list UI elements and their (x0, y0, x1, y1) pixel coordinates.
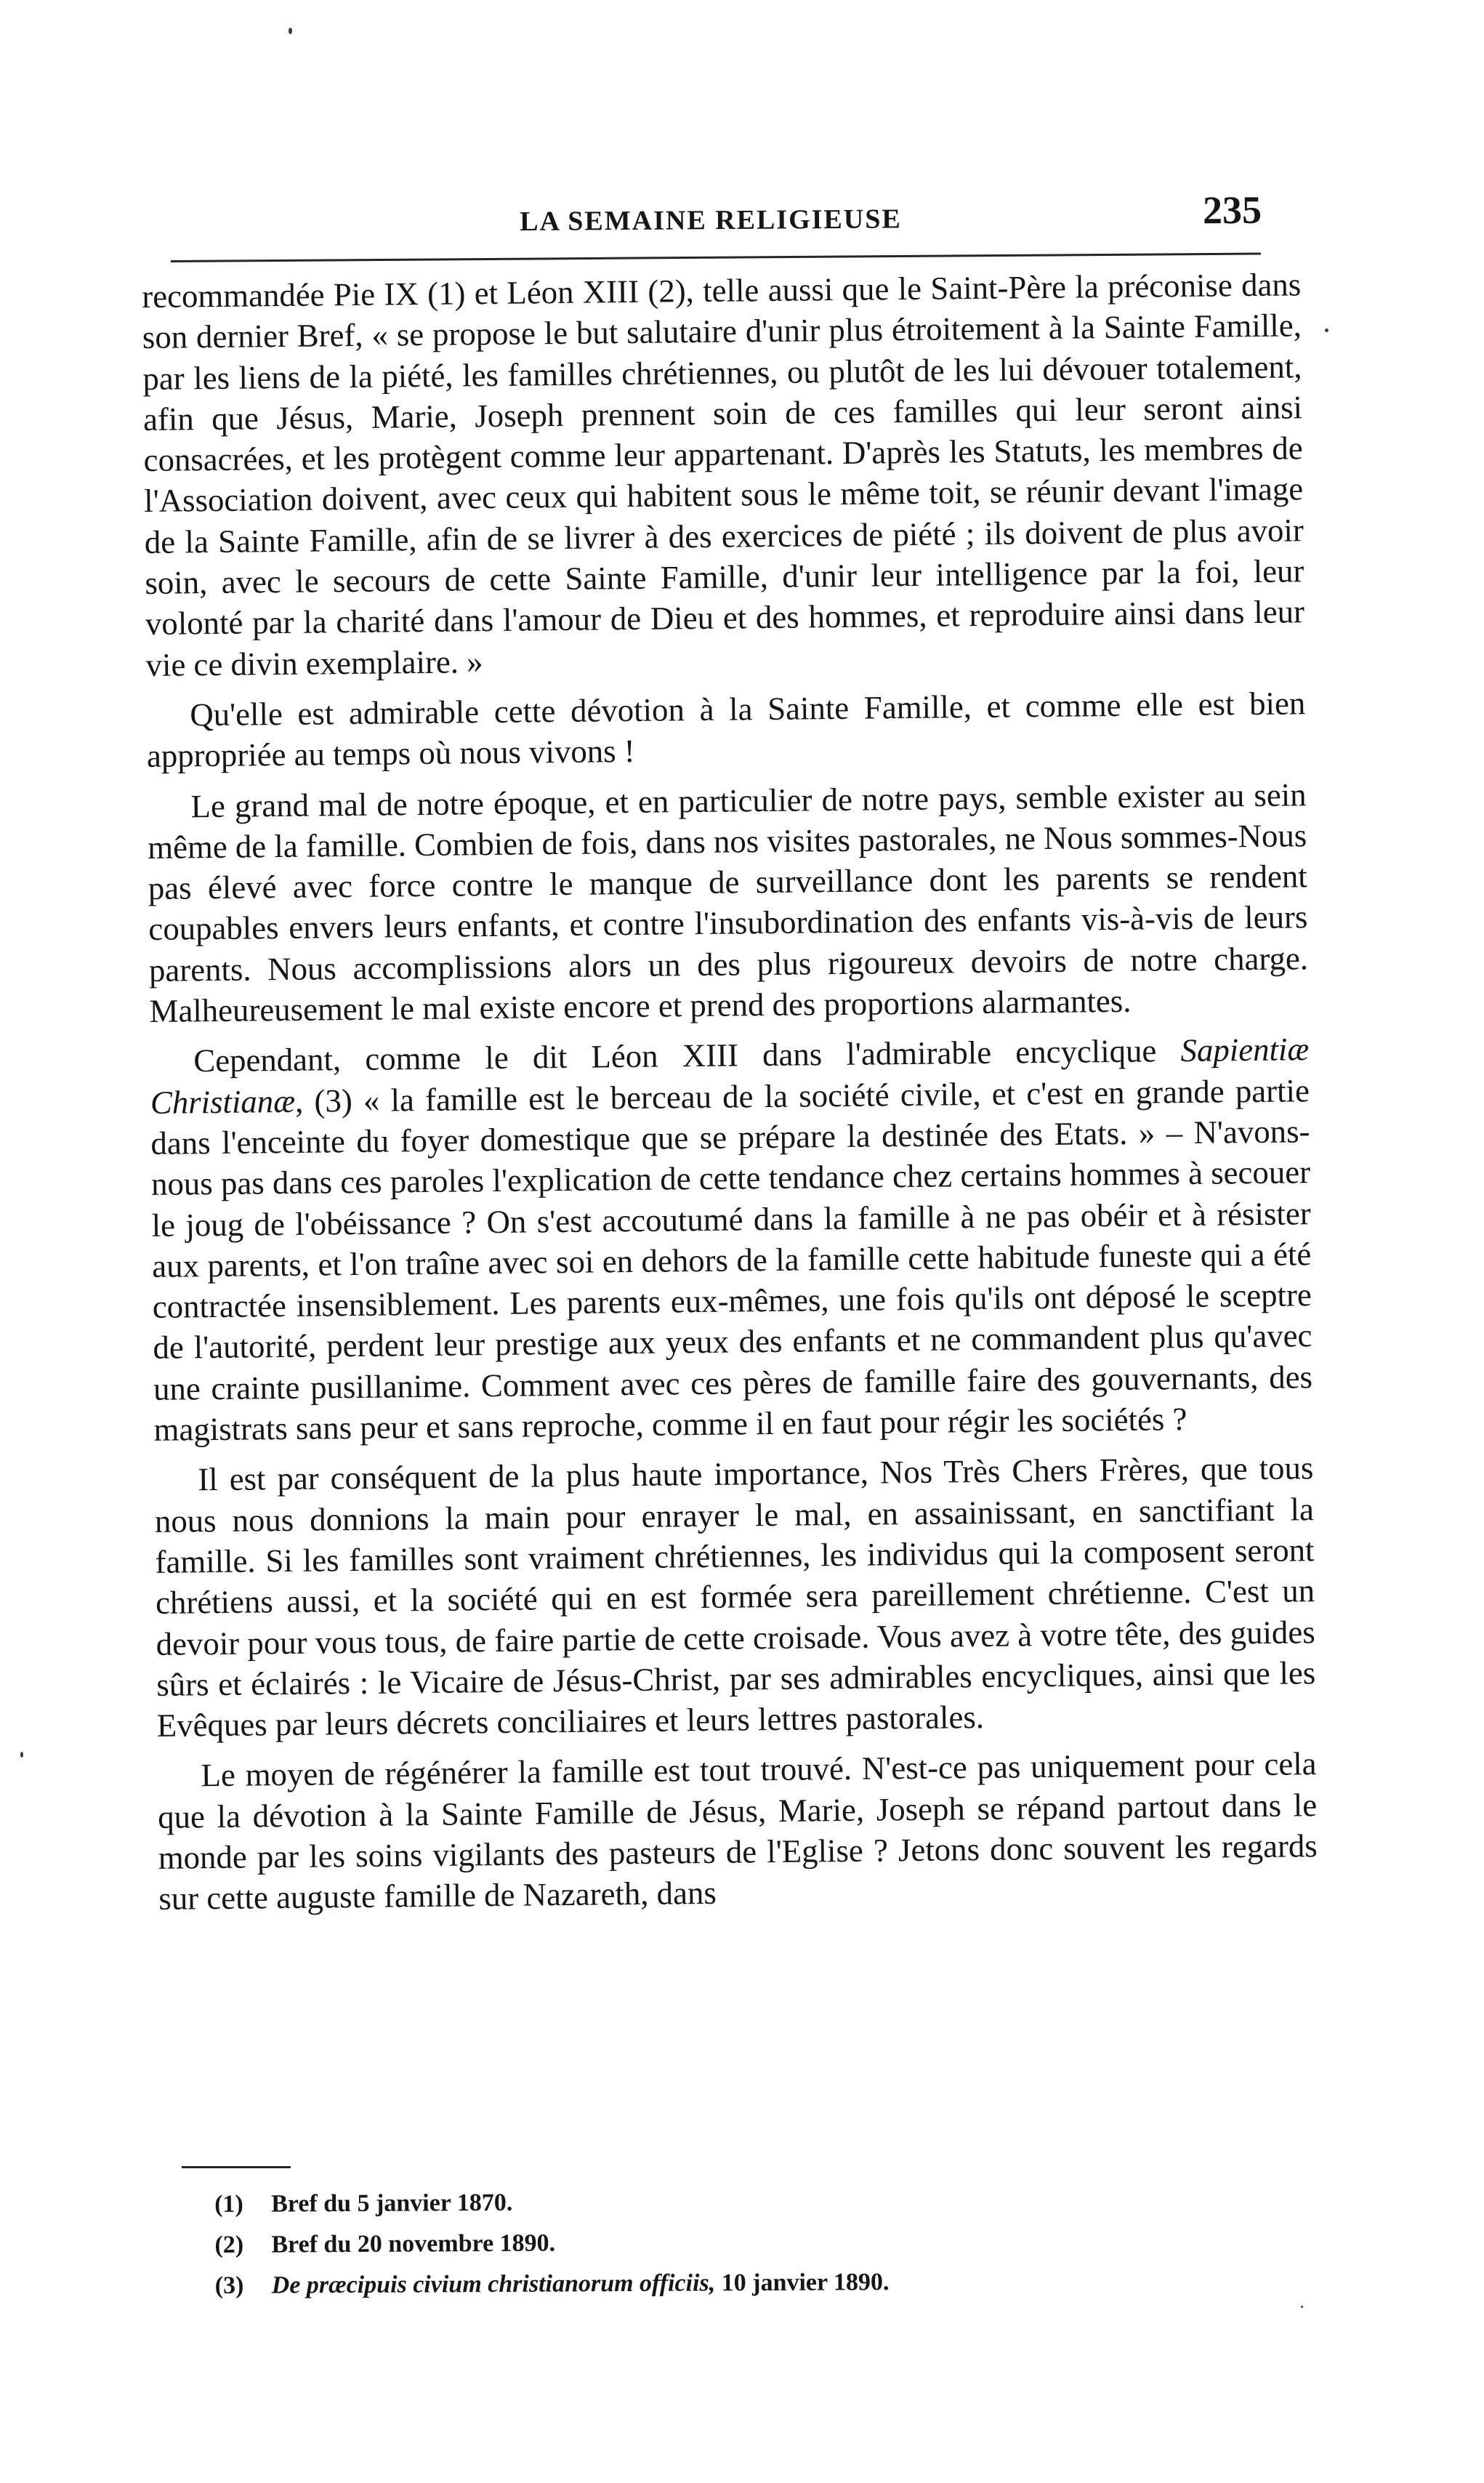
cependant-lead: Cependant, comme le dit Léon XIII dans l'admirable encyclique (193, 1032, 1181, 1079)
paragraph-cependant (150, 1029, 1313, 1451)
footnote-number: (2) (214, 2231, 244, 2258)
paragraph-grand-mal: Le grand mal de notre époque, et en particulier de notre pays, semble exister au sein même de la famille. Combien de fois, dans nos visites pastorales, ne Nous sommes-Nous pas élevé avec force contre le manque de surveillance dont les parents se rendent coupables envers leurs enfants, et contre l'insubordination des enfants vis-à-vis de leurs parents. Nous accomplissions alors un des plus rigoureux devoirs de notre charge. Malheureusement le mal existe encore et prend des proportions alarmantes. (147, 776, 1309, 1029)
footnote-number: (3) (214, 2271, 244, 2299)
running-title: LA SEMAINE RELIGIEUSE (520, 204, 902, 237)
paragraph-moyen: Le moyen de régénérer la famille est tout trouvé. N'est-ce pas uniquement pour cela que la dévotion à la Sainte Famille de Jésus, Marie, Joseph se répand partout dans le monde par les soins vigilants des pasteurs de l'Eglise ? Jetons donc souvent les regards sur cette auguste famille de Nazareth, dans (157, 1745, 1318, 1917)
footnote-1 (214, 2179, 1232, 2225)
footnote-text: 10 janvier 1890. (715, 2269, 890, 2297)
scan-speck (289, 28, 292, 34)
footnote-3 (215, 2261, 1233, 2306)
paragraph-importance: Il est par conséquent de la plus haute importance, Nos Très Chers Frères, que tous nous nous donnions la main pour enrayer le mal, en assainissant, en sanctifiant la famille. Si les familles sont vraiment chrétiennes, les individus qui la composent seront chrétiens aussi, et la société qui en est formée sera pareillement chrétienne. C'est un devoir pour vous tous, de faire partie de cette croisade. Vous avez à votre tête, des guides sûrs et éclairés : le Vicaire de Jésus-Christ, par ses admirables encycliques, ainsi que les Evêques par leurs décrets conciliaires et leurs lettres pastorales. (154, 1449, 1316, 1744)
scan-speck (20, 1752, 23, 1758)
scan-speck (1301, 2306, 1303, 2308)
footnote-2 (214, 2220, 1232, 2266)
footnote-text: Bref du 5 janvier 1870. (271, 2189, 513, 2218)
main-text (142, 264, 1318, 1928)
footnote-number: (1) (214, 2190, 243, 2218)
footnote-text: Bref du 20 novembre 1890. (271, 2229, 556, 2258)
paragraph-continuation: recommandée Pie IX (1) et Léon XIII (2), telle aussi que le Saint-Père la préconise dans son dernier Bref, « se propose le but salutaire d'unir plus étroitement à la Sainte Famille, par les liens de la piété, les familles chrétiennes, ou plutôt de les lui dévouer totalement, afin que Jésus, Marie, Joseph prennent soin de ces familles qui leur seront ainsi consacrées, et les protègent comme leur appartenant. D'après les Statuts, les membres de l'Association doivent, avec ceux qui habitent sous le même toit, se réunir devant l'image de la Sainte Famille, afin de se livrer à des exercices de piété ; ils doivent de plus avoir soin, avec le secours de cette Sainte Famille, d'unir leur intelligence par la foi, leur volonté par la charité dans l'amour de Dieu et des hommes, et reproduire ainsi dans leur vie ce divin exemplaire. » (142, 266, 1305, 683)
header-rule (171, 253, 1261, 262)
scan-speck (1325, 329, 1328, 332)
cependant-rest: , (3) « la famille est le berceau de la société civile, et c'est en grande partie dans l'enceinte du foyer domestique que se prépare la destinée des Etats. » – N'avons-nous pas dans ces paroles l'explication de cette tendance chez certains hommes à secouer le joug de l'obéissance ? On s'est accoutumé dans la famille à ne pas obéir et à résister aux parents, et l'on traîne avec soi en dehors de la famille cette habitude funeste qui a été contractée insensiblement. Les parents eux-mêmes, une fois qu'ils ont déposé le sceptre de l'autorité, perdent leur prestige aux yeux des enfants et ne commandent plus qu'avec une crainte pusillanime. Comment avec ces pères de famille faire des gouvernants, des magistrats sans peur et sans reproche, comme il en faut pour régir les sociétés ? (150, 1071, 1313, 1448)
paragraph-admirable: Qu'elle est admirable cette dévotion à la Sainte Famille, et comme elle est bien appropriée au temps où nous vivons ! (146, 685, 1306, 775)
footnote-rule (182, 2166, 291, 2168)
footnote-title: De præcipuis civium christianorum officiis, (271, 2269, 716, 2299)
encyclical-title: Sapientiæ Christianæ (150, 1031, 1310, 1121)
footnotes (214, 2179, 1233, 2306)
page-number: 235 (1202, 188, 1262, 233)
